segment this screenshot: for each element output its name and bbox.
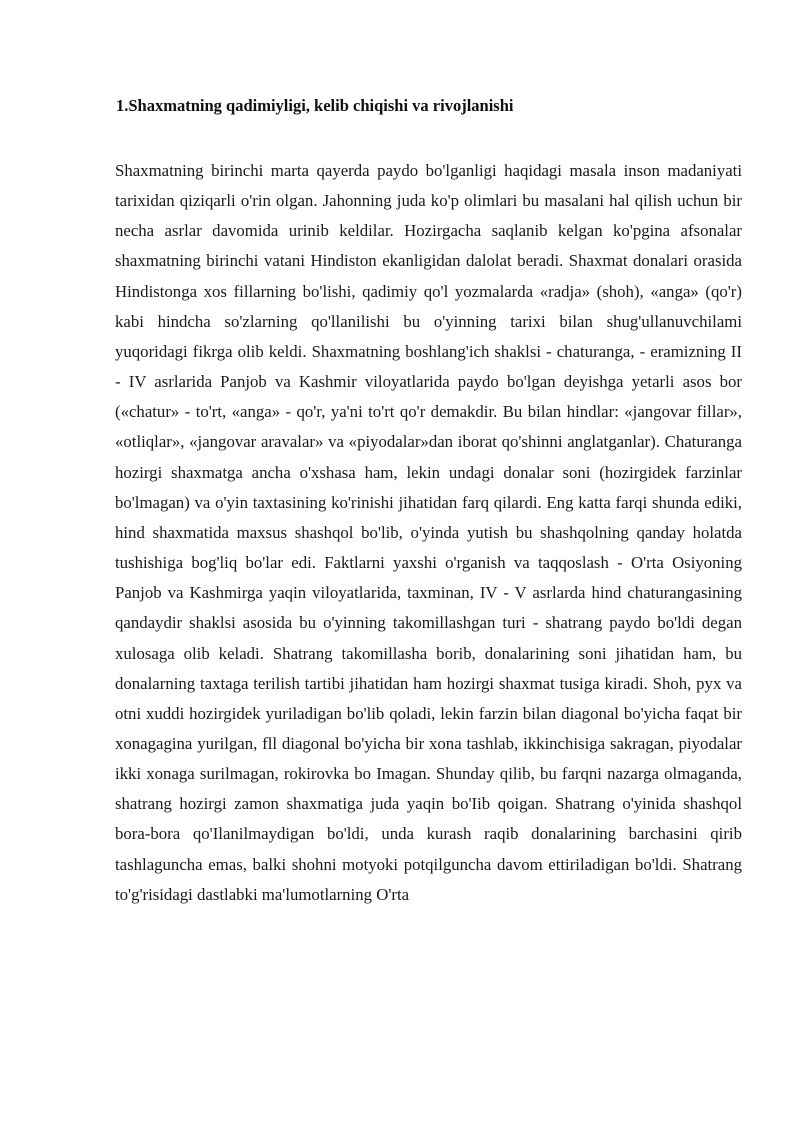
body-paragraph: Shaxmatning birinchi marta qayerda paydo bo'lganligi haqidagi masala inson madaniyati tarixidan qiziqarli o'rin olgan. Jahonning juda ko'p olimlari bu masalani hal qilish uchun bir necha asrlar davomida urinib keldilar. Hozirgacha saqlanib kelgan ko'pgina afsonalar shaxmatning birinchi vatani Hindiston ekanligidan dalolat beradi. Shaxmat donalari orasida Hindistonga xos fillarning bo'lishi, qadimiy qo'l yozmalarda «radja» (shoh), «anga» (qo'r) kabi hindcha so'zlarning qo'llanilishi bu o'yinning tarixi bilan shug'ullanuvchilami yuqoridagi fikrga olib keldi. Shaxmatning boshlang'ich shaklsi - chaturanga, - eramizning II - IV asrlarida Panjob va Kashmir viloyatlarida paydo bo'lgan deyishga yetarli asos bor («chatur» - to'rt, «anga» - qo'r, ya'ni to'rt qo'r demakdir. Bu bilan hindlar: «jangovar fillar», «otliqlar», «jangovar aravalar» va «piyodalar»dan iborat qo'shinni anglatganlar). Chaturanga hozirgi shaxmatga ancha o'xshasa ham, lekin undagi donalar soni (hozirgidek farzinlar bo'lmagan) va o'yin taxtasining ko'rinishi jihatidan farq qilardi. Eng katta farqi shunda ediki, hind shaxmatida maxsus shashqol bo'lib, o'yinda yutish bu shashqolning qanday holatda tushishiga bog'liq bo'lar edi. Faktlarni yaxshi o'rganish va taqqoslash - O'rta Osiyoning Panjob va Kashmirga yaqin viloyatlarida, taxminan, IV - V asrlarda hind chaturangasining qandaydir shaklsi asosida bu o'yinning takomillashgan turi - shatrang paydo bo'ldi degan xulosaga olib keladi. Shatrang takomillasha borib, donalarining soni jihatidan ham, bu donalarning taxtaga terilish tartibi jihatidan ham hozirgi shaxmat tusiga kiradi. Shoh, pyx va otni xuddi hozirgidek yuriladigan bo'lib qoladi, lekin farzin bilan diagonal bo'yicha faqat bir xonagagina yurilgan, fll diagonal bo'yicha bir xona tashlab, ikkinchisiga sakragan, piyodalar ikki xonaga surilmagan, rokirovka bo Imagan. Shunday qilib, bu farqni nazarga olmaganda, shatrang hozirgi zamon shaxmatiga juda yaqin bo'Iib qoigan. Shatrang o'yinida shashqol bora-bora qo'Ilanilmaydigan bo'ldi, unda kurash raqib donalarining barchasini qirib tashlaguncha emas, balki shohni motyoki potqilguncha davom ettiriladigan bo'ldi. Shatrang to'g'risidagi dastlabki ma'lumotlarning O'rta bbox=[115, 161, 742, 904]
section-heading: 1.Shaxmatning qadimiyligi, kelib chiqishi va rivojlanishi bbox=[116, 96, 514, 115]
